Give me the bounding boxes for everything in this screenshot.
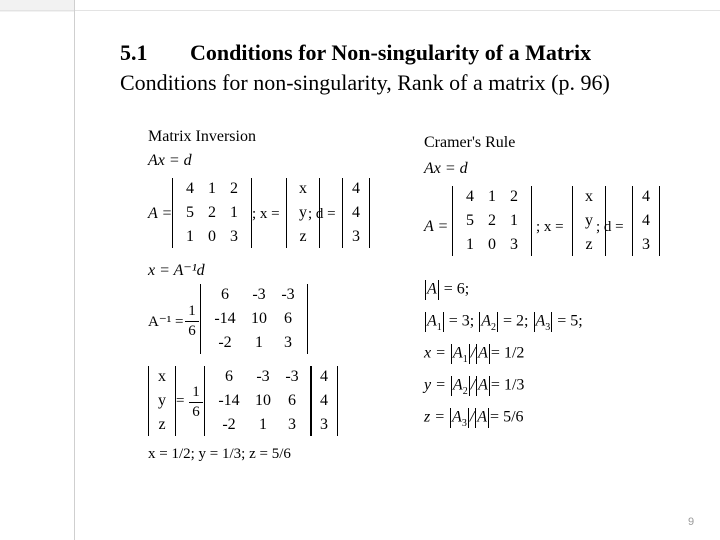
left-x-label: ; x = [252,206,280,222]
vector-cell: x [299,180,307,197]
matrix-cell: 0 [208,228,216,245]
matrix-cell: 2 [230,180,238,197]
fraction-denominator: 6 [192,404,200,420]
vector-cell: y [299,204,307,221]
matrix-cell: 1 [230,204,238,221]
title-number: 5.1 [120,40,148,65]
y-eq-lhs: y = [424,376,446,394]
solution-vector [148,366,176,436]
top-rule [0,10,720,11]
right-x-label: ; x = [536,219,564,235]
matrix-cell: 6 [284,310,292,327]
vector-cell: z [158,416,166,433]
det-A1-value: = 3; [448,312,475,330]
vector-cell: y [158,392,166,409]
matrix-cell: 2 [208,204,216,221]
matrix-cell: 0 [488,236,496,253]
det-A-value: = 6; [443,280,470,298]
matrix-cell: 10 [255,392,271,409]
det-Ai: $A_1 = 3$; $A_2 = 2$; $A_3 = 5$; [427,312,583,333]
vector-cell: 3 [642,236,650,253]
matrix-cell: -3 [285,368,299,385]
adjugate-matrix [200,284,308,354]
matrix-inversion-heading: Matrix Inversion [148,128,256,145]
matrix-cell: 5 [466,212,474,229]
fraction-denominator: 6 [188,323,196,339]
solution-adjugate-matrix [204,366,312,436]
vector-cell: 4 [352,180,360,197]
vector-cell: x [158,368,166,385]
matrix-cell: 1 [186,228,194,245]
matrix-cell: 10 [251,310,267,327]
matrix-cell: -3 [252,286,266,303]
matrix-cell: 4 [466,188,474,205]
left-result: x = 1/2; y = 1/3; z = 5/6 [148,446,291,462]
equals-sign: = [176,393,185,409]
fraction-numerator: 1 [192,384,200,400]
y-cramer: $y = A_2 / A = 1/3$ [424,376,525,397]
vector-cell: 4 [320,392,328,409]
fraction-bar [185,321,199,322]
vector-cell: 3 [320,416,328,433]
matrix-cell: 3 [230,228,238,245]
matrix-cell: 1 [208,180,216,197]
matrix-cell: 3 [288,416,296,433]
title-text: Conditions for Non-singularity of a Matrix [190,40,592,65]
vector-cell: x [585,188,593,205]
page-number: 9 [688,516,695,528]
left-d-label: ; d = [308,206,336,222]
matrix-cell: -2 [218,334,232,351]
left-system: Ax = d [148,152,192,169]
slide-title [120,40,591,66]
vector-cell: 4 [352,204,360,221]
x-eq-lhs: x = [424,344,446,362]
cramers-rule-heading: Cramer's Rule [424,134,516,151]
x-eq-rhs: = 1/2 [490,344,525,362]
matrix-cell: 6 [288,392,296,409]
matrix-cell: 2 [510,188,518,205]
left-A-label: A = [148,205,173,222]
vector-cell: z [585,236,593,253]
fraction-numerator: 1 [188,303,196,319]
matrix-cell: 4 [186,180,194,197]
vector-cell: y [585,212,593,229]
right-d-label: ; d = [596,219,624,235]
right-A-label: A = [424,218,449,235]
left-rule [74,0,75,540]
matrix-cell: -3 [281,286,295,303]
matrix-cell: 2 [488,212,496,229]
matrix-cell: 6 [221,286,229,303]
matrix-cell: 1 [466,236,474,253]
det-A3-value: = 5; [557,312,583,330]
solution-fraction [189,384,203,421]
z-eq-rhs: = 5/6 [490,408,524,426]
vector-cell: 4 [642,212,650,229]
matrix-cell: -3 [256,368,270,385]
vector-cell: 4 [642,188,650,205]
matrix-cell: -2 [222,416,236,433]
matrix-cell: 1 [255,334,263,351]
matrix-cell: 1 [488,188,496,205]
matrix-cell: -14 [214,310,236,327]
vector-cell: 3 [352,228,360,245]
slide-subtitle: Conditions for non-singularity, Rank of a matrix (p. 96) [120,70,610,95]
matrix-cell: 5 [186,204,194,221]
z-eq-lhs: z = [424,408,446,426]
vector-cell: z [299,228,307,245]
matrix-cell: 1 [259,416,267,433]
vector-cell: 4 [320,368,328,385]
inverse-fraction [185,303,199,340]
matrix-cell: 6 [225,368,233,385]
right-system: Ax = d [424,160,468,177]
x-cramer: $x = A_1 / A = 1/2$ [424,344,525,365]
det-A: A = 6; [424,280,469,300]
right-matrix-A [452,186,532,256]
z-cramer: $z = A_3 / A = 5/6$ [424,408,524,429]
left-matrix-A [172,178,252,248]
fraction-bar [189,402,203,403]
matrix-cell: 1 [510,212,518,229]
matrix-cell: -14 [218,392,240,409]
matrix-cell: 3 [284,334,292,351]
matrix-cell: 3 [510,236,518,253]
y-eq-rhs: = 1/3 [490,376,525,394]
left-solution-form: x = A⁻¹d [148,262,205,279]
det-A2-value: = 2; [503,312,529,330]
left-vector-d [342,178,370,248]
solution-rhs-vector [310,366,338,436]
inverse-label: A⁻¹ = [148,314,184,330]
right-vector-d [632,186,660,256]
